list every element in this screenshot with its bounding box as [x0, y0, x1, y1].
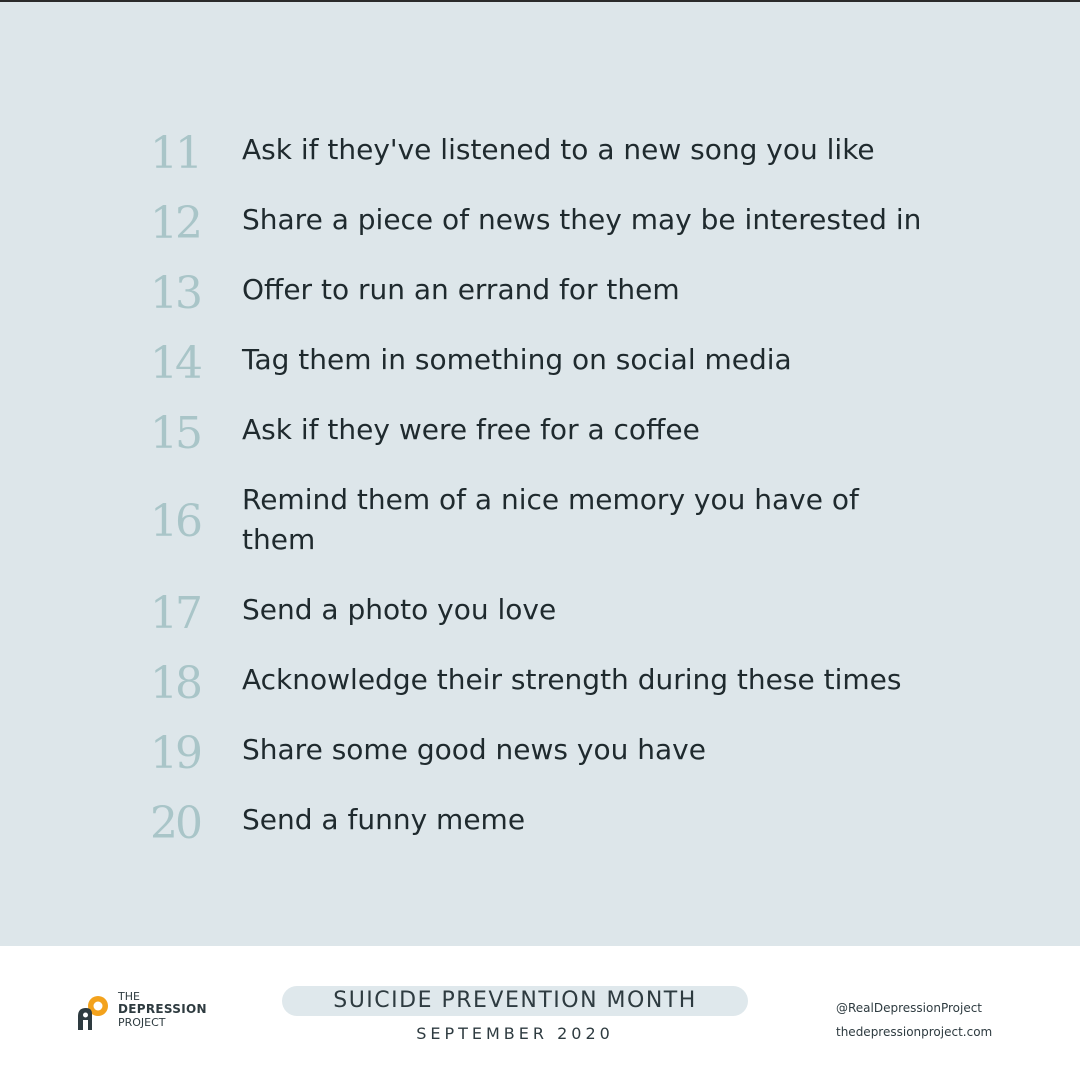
social-info [836, 996, 992, 1044]
depression-project-logo-icon [74, 994, 114, 1034]
logo-wordmark [118, 990, 207, 1029]
item-number: 16 [150, 496, 200, 547]
footer [0, 946, 1080, 1080]
item-number: 14 [150, 338, 200, 389]
campaign-date: SEPTEMBER 2020 [416, 1024, 614, 1043]
campaign-badge [282, 986, 748, 1016]
item-text: Share some good news you have [242, 733, 706, 766]
item-number: 15 [150, 408, 200, 459]
brand-logo [74, 990, 234, 1040]
item-text: Ask if they've listened to a new song you like [242, 133, 875, 166]
item-text: Remind them of a nice memory you have of them [242, 483, 859, 556]
item-text: Offer to run an errand for them [242, 273, 680, 306]
logo-line-2: DEPRESSION [118, 1002, 207, 1016]
item-number: 19 [150, 728, 200, 779]
social-handle: @RealDepressionProject [836, 1001, 983, 1015]
logo-line-3: PROJECT [118, 1016, 166, 1029]
campaign-title: SUICIDE PREVENTION MONTH [333, 988, 697, 1013]
item-number: 17 [150, 588, 200, 639]
item-text: Share a piece of news they may be interested in [242, 203, 922, 236]
logo-line-1: THE [118, 990, 140, 1003]
item-text: Ask if they were free for a coffee [242, 413, 700, 446]
website-link: thedepressionproject.com [836, 1025, 993, 1039]
list-panel [0, 2, 1080, 946]
item-number: 18 [150, 658, 200, 709]
item-number: 12 [150, 198, 200, 249]
item-number: 11 [150, 128, 200, 179]
tips-list [0, 2, 1080, 946]
item-number: 20 [150, 798, 200, 849]
item-text: Acknowledge their strength during these times [242, 663, 902, 696]
item-text: Send a funny meme [242, 803, 526, 836]
item-number: 13 [150, 268, 200, 319]
item-text: Tag them in something on social media [242, 343, 792, 376]
item-text: Send a photo you love [242, 593, 557, 626]
